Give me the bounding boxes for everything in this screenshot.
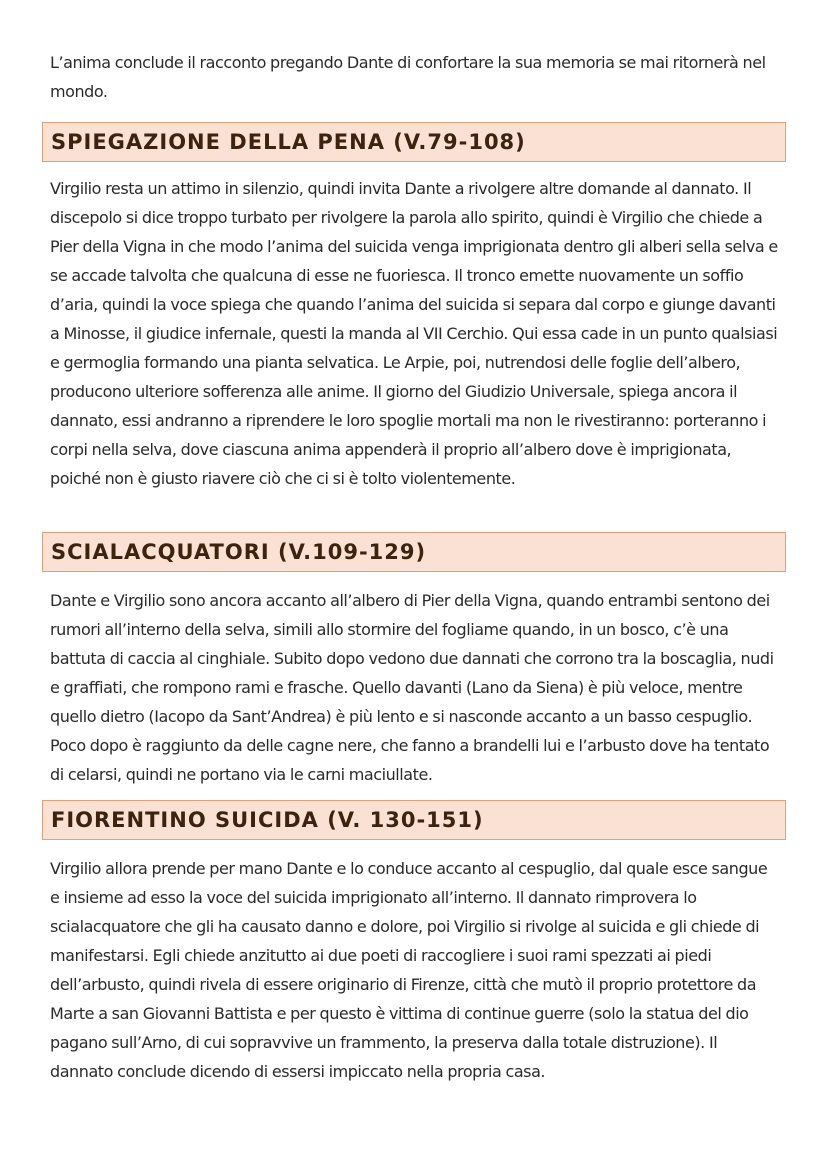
- section-heading-fiorentino: [42, 800, 786, 840]
- section-body-scialacquatori: Dante e Virgilio sono ancora accanto all’albero di Pier della Vigna, quando entrambi sentono dei rumori all’interno della selva, simili allo stormire del fogliame quando, in un bosco, c’è una battuta di caccia al cinghiale. Subito dopo vedono due dannati che corrono tra la boscaglia, nudi e graffiati, che rompono rami e frasche. Quello davanti (Lano da Siena) è più veloce, mentre quello dietro (Iacopo da Sant’Andrea) è più lento e si nasconde accanto a un basso cespuglio. Poco dopo è raggiunto da delle cagne nere, che fanno a brandelli lui e l’arbusto dove ha tentato di celarsi, quindi ne portano via le carni maciullate.: [50, 591, 774, 784]
- section-heading-text: SPIEGAZIONE DELLA PENA (V.79-108): [51, 130, 526, 154]
- section-heading-scialacquatori: [42, 532, 786, 572]
- section-heading-spiegazione: [42, 122, 786, 162]
- section-body-spiegazione: Virgilio resta un attimo in silenzio, quindi invita Dante a rivolgere altre domande al dannato. Il discepolo si dice troppo turbato per rivolgere la parola allo spirito, quindi è Virgilio che chiede a Pier della Vigna in che modo l’anima del suicida venga imprigionata dentro gli alberi sella selva e se accade talvolta che qualcuna di esse ne fuoriesca. Il tronco emette nuovamente un soffio d’aria, quindi la voce spiega che quando l’anima del suicida si separa dal corpo e giunge davanti a Minosse, il giudice infernale, questi la manda al VII Cerchio. Qui essa cade in un punto qualsiasi e germoglia formando una pianta selvatica. Le Arpie, poi, nutrendosi delle foglie dell’albero, producono ulteriore sofferenza alle anime. Il giorno del Giudizio Universale, spiega ancora il dannato, essi andranno a riprendere le loro spoglie mortali ma non le rivestiranno: porteranno i corpi nella selva, dove ciascuna anima appenderà il proprio all’albero dove è imprigionata, poiché non è giusto riavere ciò che ci si è tolto violentemente.: [50, 179, 778, 488]
- section-heading-text: FIORENTINO SUICIDA (V. 130-151): [51, 808, 484, 832]
- intro-paragraph: L’anima conclude il racconto pregando Dante di confortare la sua memoria se mai ritornerà nel mondo.: [50, 53, 766, 101]
- section-heading-text: SCIALACQUATORI (V.109-129): [51, 540, 427, 564]
- section-body-fiorentino: Virgilio allora prende per mano Dante e lo conduce accanto al cespuglio, dal quale esce sangue e insieme ad esso la voce del suicida imprigionato all’interno. Il dannato rimprovera lo scialacquatore che gli ha causato danno e dolore, poi Virgilio si rivolge al suicida e gli chiede di manifestarsi. Egli chiede anzitutto ai due poeti di raccogliere i suoi rami spezzati ai piedi dell’arbusto, quindi rivela di essere originario di Firenze, città che mutò il proprio protettore da Marte a san Giovanni Battista e per questo è vittima di continue guerre (solo la statua del dio pagano sull’Arno, di cui sopravvive un frammento, la preserva dalla totale distruzione). Il dannato conclude dicendo di essersi impiccato nella propria casa.: [50, 859, 768, 1081]
